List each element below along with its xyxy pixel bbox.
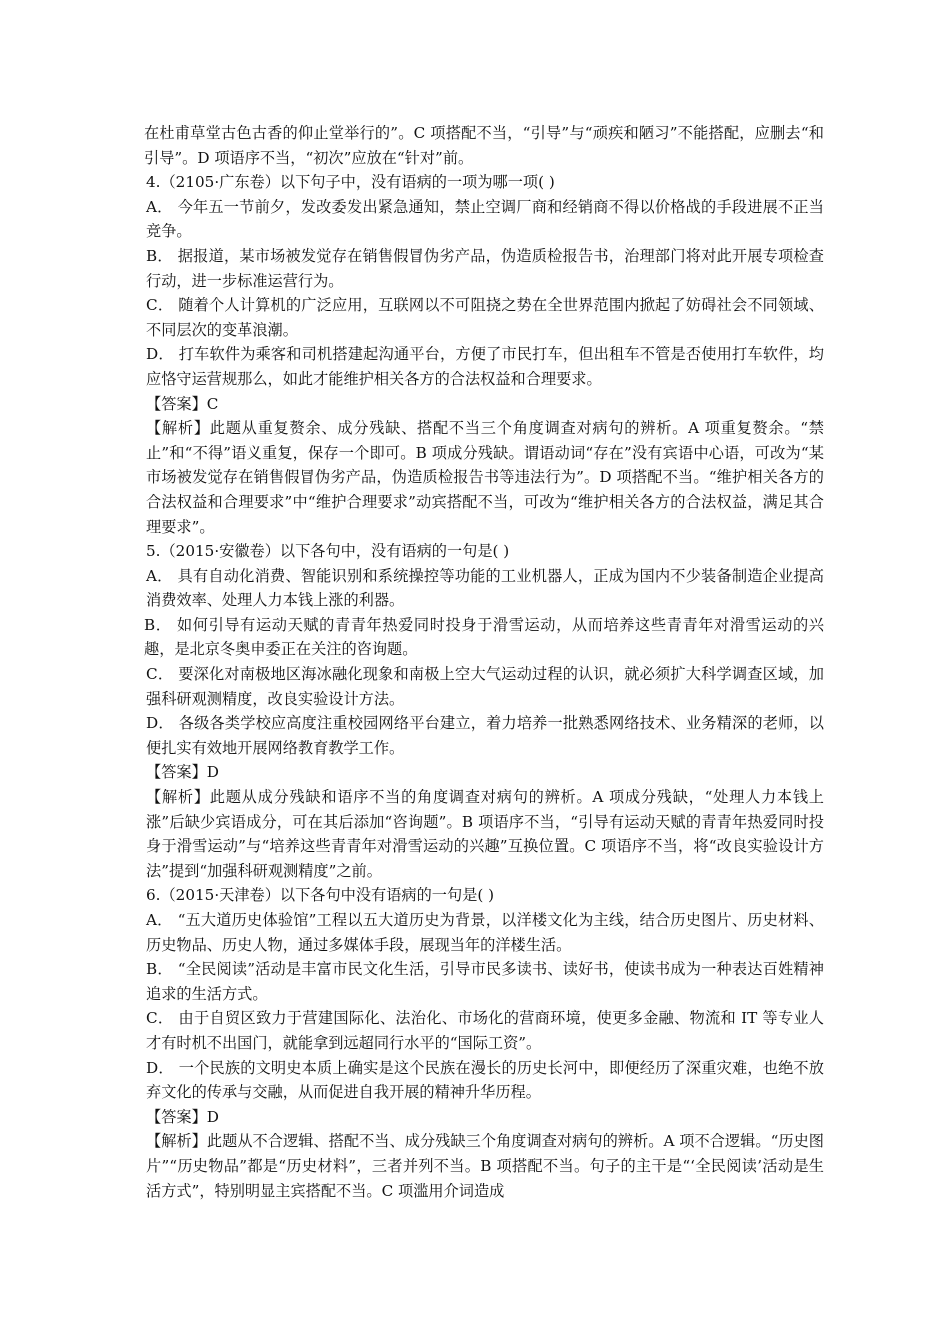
question-4-option-b: B． 据报道，某市场被发觉存在销售假冒伪劣产品，伪造质检报告书，治理部门将对此开展专项检查行动，进一步标准运营行为。: [146, 246, 824, 290]
question-4-option-c: C． 随着个人计算机的广泛应用，互联网以不可阻挠之势在全世界范围内掀起了妨碍社会不同领域、不同层次的变革浪潮。: [146, 296, 824, 339]
question-4-option-d: D． 打车软件为乘客和司机搭建起沟通平台，方便了市民打车，但出租车不管是否使用打车软件，均应恪守运营规那么，如此才能维护相关各方的合法权益和合理要求。: [146, 345, 824, 388]
question-4-stem: 4.（2105·广东卷）以下句子中，没有语病的一项为哪一项( ): [146, 173, 555, 192]
question-5-option-d: D． 各级各类学校应高度注重校园网络平台建立，着力培养一批熟悉网络技术、业务精深的老师，以便扎实有效地开展网络教育教学工作。: [146, 714, 824, 757]
question-5-option-b: B． 如何引导有运动天赋的青青年热爱同时投身于滑雪运动，从而培养这些青青年对滑雪运动的兴趣，是北京冬奥申委正在关注的咨询题。: [144, 615, 824, 659]
question-6-stem: 6.（2015·天津卷）以下各句中没有语病的一句是( ): [146, 886, 495, 905]
question-5-analysis: 【解析】此题从成分残缺和语序不当的角度调查对病句的辨析。A 项成分残缺，“处理人力本钱上涨”后缺少宾语成分，可在其后添加“咨询题”。B 项语序不当，“引导有运动天赋的青青年热爱同时投身于滑雪运动”与“培养这些青青年对滑雪运动的兴趣”互换位置。C 项语序不当，将“改良实验设计方法”提到“加强科研观测精度”之前。: [146, 788, 824, 880]
question-6-option-b: B． “全民阅读”活动是丰富市民文化生活，引导市民多读书、读好书，使读书成为一种表达百姓精神追求的生活方式。: [146, 960, 824, 1003]
document-body: [144, 121, 824, 1203]
question-4-answer: 【答案】C: [146, 394, 219, 413]
question-4-option-a: A． 今年五一节前夕，发改委发出紧急通知，禁止空调厂商和经销商不得以价格战的手段进展不正当竞争。: [146, 197, 824, 241]
question-6-option-a: A． “五大道历史体验馆”工程以五大道历史为背景，以洋楼文化为主线，结合历史图片、历史材料、历史物品、历史人物，通过多媒体手段，展现当年的洋楼生活。: [146, 911, 824, 954]
question-5-stem: 5.（2015·安徽卷）以下各句中，没有语病的一句是( ): [146, 542, 510, 561]
paragraph-continuation: 在杜甫草堂古色古香的仰止堂举行的”。C 项搭配不当，“引导”与“顽疾和陋习”不能搭配，应删去“和引导”。D 项语序不当，“初次”应放在“针对”前。: [144, 124, 824, 167]
question-6-option-d: D． 一个民族的文明史本质上确实是这个民族在漫长的历史长河中，即便经历了深重灾难，也绝不放弃文化的传承与交融，从而促进自我开展的精神升华历程。: [146, 1058, 824, 1102]
question-5-option-c: C． 要深化对南极地区海冰融化现象和南极上空大气运动过程的认识，就必须扩大科学调查区域，加强科研观测精度，改良实验设计方法。: [146, 665, 824, 708]
question-6-option-c: C． 由于自贸区致力于营建国际化、法治化、市场化的营商环境，使更多金融、物流和 IT 等专业人才有时机不出国门，就能拿到远超同行水平的“国际工资”。: [146, 1009, 824, 1052]
question-6-analysis: 【解析】此题从不合逻辑、搭配不当、成分残缺三个角度调查对病句的辨析。A 项不合逻辑。“历史图片”“历史物品”都是“历史材料”，三者并列不当。B 项搭配不当。句子的主干是“‘全民阅读’活动是生活方式”，特别明显主宾搭配不当。C 项滥用介词造成: [146, 1132, 824, 1200]
question-4-analysis: 【解析】此题从重复赘余、成分残缺、搭配不当三个角度调查对病句的辨析。A 项重复赘余。“禁止”和“不得”语义重复，保存一个即可。B 项成分残缺。谓语动词“存在”没有宾语中心语，可改为“某市场被发觉存在销售假冒伪劣产品，伪造质检报告书等违法行为”。D 项搭配不当。“维护相关各方的合法权益和合理要求”中“维护合理要求”动宾搭配不当，可改为“维护相关各方的合法权益，满足其合理要求”。: [146, 419, 824, 536]
question-6-answer: 【答案】D: [146, 1107, 219, 1126]
question-5-option-a: A． 具有自动化消费、智能识别和系统操控等功能的工业机器人，正成为国内不少装备制造企业提高消费效率、处理人力本钱上涨的利器。: [146, 566, 824, 610]
question-5-answer: 【答案】D: [146, 763, 219, 782]
